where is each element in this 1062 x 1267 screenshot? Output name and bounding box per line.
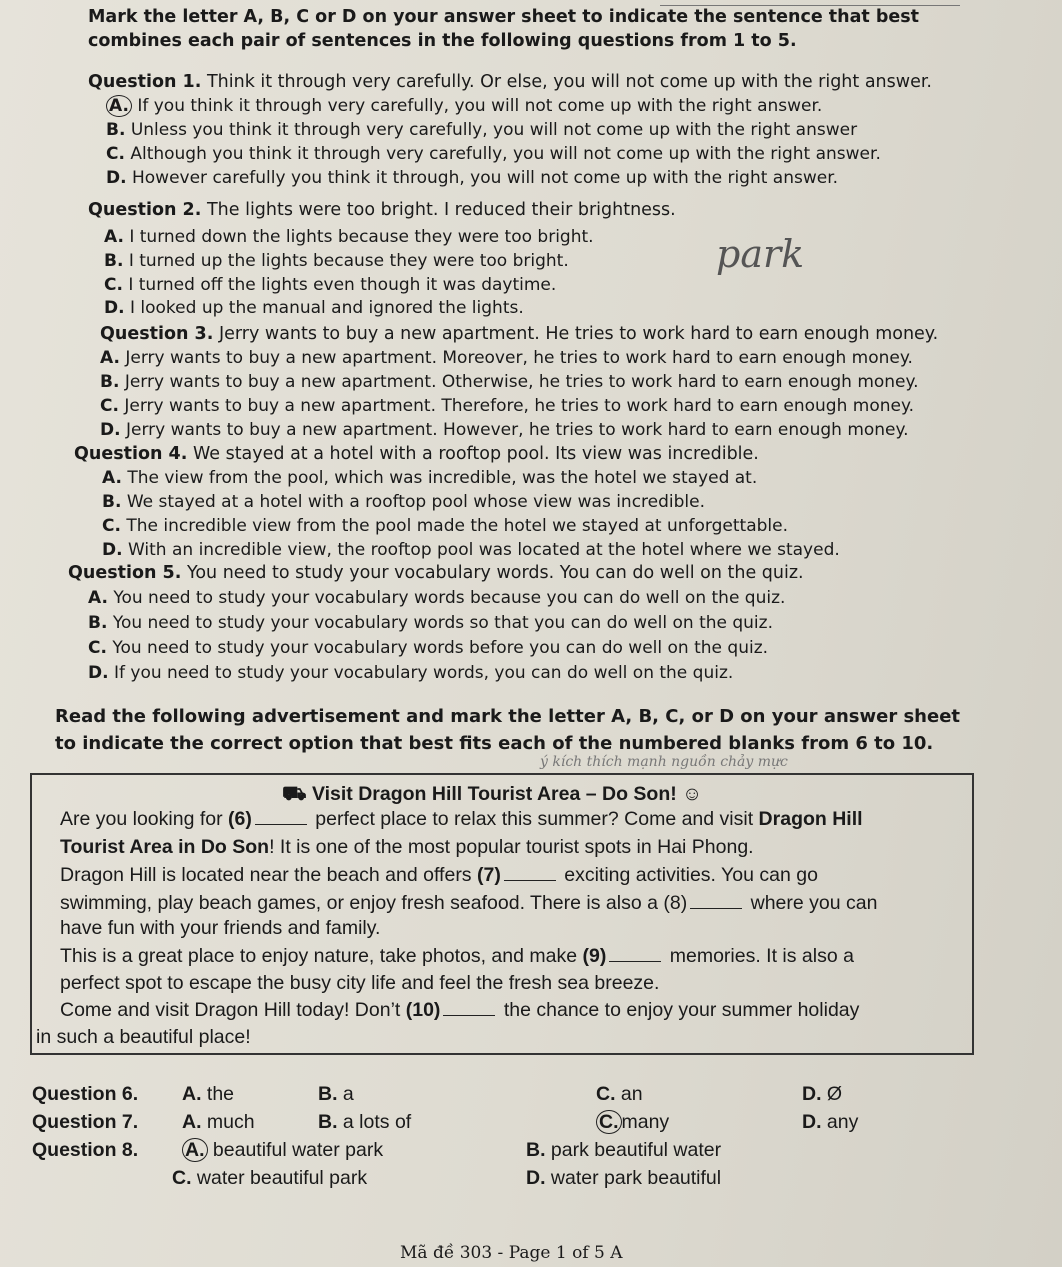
option-text: Although you think it through very carefully, you will not come up with the right answer. (130, 144, 881, 164)
ad-line-7: perfect spot to escape the busy city life and feel the fresh sea breeze. (60, 972, 660, 994)
option-text: Jerry wants to buy a new apartment. However, he tries to work hard to earn enough money. (125, 420, 909, 440)
question-3-text: Jerry wants to buy a new apartment. He tries to work hard to earn enough money. (218, 324, 939, 344)
question-1-option-c (106, 143, 881, 165)
option-letter: D. (104, 298, 125, 318)
option-text: I turned down the lights because they were too bright. (129, 227, 594, 247)
ad-line-1: Are you looking for (6) perfect place to relax this summer? Come and visit Dragon Hill (60, 808, 863, 830)
option-text: Jerry wants to buy a new apartment. Therefore, he tries to work hard to earn enough money. (124, 396, 915, 416)
question-6-option-d: D. Ø (802, 1083, 843, 1105)
option-text: You need to study your vocabulary words before you can do well on the quiz. (112, 638, 769, 658)
option-letter: D. (106, 168, 127, 188)
option-text: With an incredible view, the rooftop pool was located at the hotel where we stayed. (127, 540, 840, 560)
option-letter: A. (104, 227, 124, 247)
option-letter: C. (100, 396, 119, 416)
question-2-option-c (104, 274, 556, 296)
option-text: However carefully you think it through, you will not come up with the right answer. (131, 168, 839, 188)
question-3-option-d (100, 419, 909, 441)
question-8-label: Question 8. (32, 1139, 139, 1161)
question-4-option-a (102, 467, 757, 489)
question-2-text: The lights were too bright. I reduced their brightness. (206, 200, 676, 220)
blank-8 (690, 894, 742, 909)
question-2-option-b (104, 250, 569, 272)
option-letter: B. (100, 372, 120, 392)
question-4-text: We stayed at a hotel with a rooftop pool. Its view was incredible. (192, 444, 759, 464)
question-4-option-d (102, 539, 840, 561)
option-letter: D. (88, 663, 109, 683)
option-letter: B. (106, 120, 126, 140)
question-8-option-c: C. water beautiful park (172, 1167, 368, 1189)
question-6-option-b: B. a (318, 1083, 354, 1105)
question-2-option-d (104, 297, 524, 319)
question-4-option-c (102, 515, 788, 537)
question-2-option-a (104, 226, 594, 248)
question-7-option-d: D. any (802, 1111, 859, 1133)
question-5-option-a (88, 587, 785, 609)
option-letter: A. (88, 588, 108, 608)
question-3-label: Question 3. (100, 324, 214, 344)
option-text: I turned off the lights even though it was daytime. (128, 275, 557, 295)
question-7-option-b: B. a lots of (318, 1111, 412, 1133)
option-letter: A. (102, 468, 122, 488)
option-letter: D. (102, 540, 123, 560)
ad-line-2: Tourist Area in Do Son! It is one of the most popular tourist spots in Hai Phong. (60, 836, 754, 858)
question-5-text: You need to study your vocabulary words. You can do well on the quiz. (186, 563, 804, 583)
question-1-option-b (106, 119, 857, 141)
question-8-option-d: D. water park beautiful (526, 1167, 722, 1189)
question-3-option-a (100, 347, 913, 369)
option-text: If you think it through very carefully, you will not come up with the right answer. (137, 96, 823, 116)
question-5 (68, 562, 804, 584)
ad-title (282, 783, 702, 805)
option-letter: C. (106, 144, 125, 164)
blank-9 (609, 947, 661, 962)
question-4-label: Question 4. (74, 444, 188, 464)
question-7-option-c: C. many (596, 1111, 669, 1133)
ad-line-4: swimming, play beach games, or enjoy fresh seafood. There is also a (8) where you can (60, 892, 878, 914)
question-4-option-b (102, 491, 705, 513)
instruction-1-line-1: Mark the letter A, B, C or D on your answer sheet to indicate the sentence that best (88, 7, 920, 27)
question-2-label: Question 2. (88, 200, 202, 220)
option-letter: B. (88, 613, 108, 633)
blank-10 (443, 1001, 495, 1016)
question-8-option-a: A. beautiful water park (182, 1139, 383, 1161)
option-letter: C. (104, 275, 123, 295)
ad-title-text: Visit Dragon Hill Tourist Area – Do Son! ☺ (311, 783, 703, 805)
question-5-option-d (88, 662, 733, 684)
question-1 (88, 71, 932, 93)
question-6-label: Question 6. (32, 1083, 139, 1105)
option-text: The view from the pool, which was incredible, was the hotel we stayed at. (127, 468, 758, 488)
option-letter: B. (104, 251, 124, 271)
option-text: You need to study your vocabulary words so that you can do well on the quiz. (112, 613, 773, 633)
option-text: Jerry wants to buy a new apartment. Moreover, he tries to work hard to earn enough money. (125, 348, 913, 368)
question-5-option-b (88, 612, 773, 634)
option-text: I looked up the manual and ignored the lights. (129, 298, 524, 318)
option-letter: D. (100, 420, 121, 440)
option-letter: C. (102, 516, 121, 536)
option-letter: B. (102, 492, 122, 512)
question-1-option-a (106, 95, 822, 117)
option-text: Jerry wants to buy a new apartment. Otherwise, he tries to work hard to earn enough money. (124, 372, 919, 392)
question-3-option-c (100, 395, 914, 417)
handwritten-note-park: park (716, 232, 805, 276)
option-letter: C. (88, 638, 107, 658)
handwritten-note-scribble: ý kích thích mạnh nguồn chảy mực (540, 754, 788, 770)
ad-line-5: have fun with your friends and family. (60, 917, 381, 939)
option-text: If you need to study your vocabulary words, you can do well on the quiz. (113, 663, 734, 683)
instruction-1-line-2: combines each pair of sentences in the following questions from 1 to 5. (88, 31, 797, 51)
question-8-option-b: B. park beautiful water (526, 1139, 722, 1161)
question-2 (88, 199, 676, 221)
question-6-option-a: A. the (182, 1083, 235, 1105)
option-text: We stayed at a hotel with a rooftop pool whose view was incredible. (126, 492, 706, 512)
question-5-option-c (88, 637, 768, 659)
ad-line-8: Come and visit Dragon Hill today! Don’t (10) the chance to enjoy your summer holiday (60, 999, 860, 1021)
question-3-option-b (100, 371, 919, 393)
ad-line-3: Dragon Hill is located near the beach and offers (7) exciting activities. You can go (60, 864, 818, 886)
question-4 (74, 443, 759, 465)
page-footer: Mã đề 303 - Page 1 of 5 A (400, 1243, 623, 1263)
question-3 (100, 323, 938, 345)
question-5-label: Question 5. (68, 563, 182, 583)
flag-icon: ⛟ (282, 783, 307, 805)
question-7-label: Question 7. (32, 1111, 139, 1133)
ad-line-9: in such a beautiful place! (36, 1026, 251, 1048)
instruction-2-line-2: to indicate the correct option that best fits each of the numbered blanks from 6 to 10. (55, 733, 934, 754)
question-1-label: Question 1. (88, 72, 202, 92)
question-7-option-a: A. much (182, 1111, 255, 1133)
option-text: Unless you think it through very carefully, you will not come up with the right answer (130, 120, 858, 140)
question-6-option-c: C. an (596, 1083, 643, 1105)
option-text: You need to study your vocabulary words because you can do well on the quiz. (113, 588, 786, 608)
blank-6 (255, 810, 307, 825)
option-text: I turned up the lights because they were too bright. (128, 251, 569, 271)
option-letter: A. (106, 95, 132, 117)
blank-7 (504, 866, 556, 881)
option-letter: A. (100, 348, 120, 368)
ad-line-6: This is a great place to enjoy nature, take photos, and make (9) memories. It is also a (60, 945, 854, 967)
option-text: The incredible view from the pool made the hotel we stayed at unforgettable. (126, 516, 788, 536)
question-1-option-d (106, 167, 838, 189)
instruction-2-line-1: Read the following advertisement and mark the letter A, B, C, or D on your answer sheet (55, 706, 961, 727)
question-1-text: Think it through very carefully. Or else, you will not come up with the right answer. (206, 72, 932, 92)
